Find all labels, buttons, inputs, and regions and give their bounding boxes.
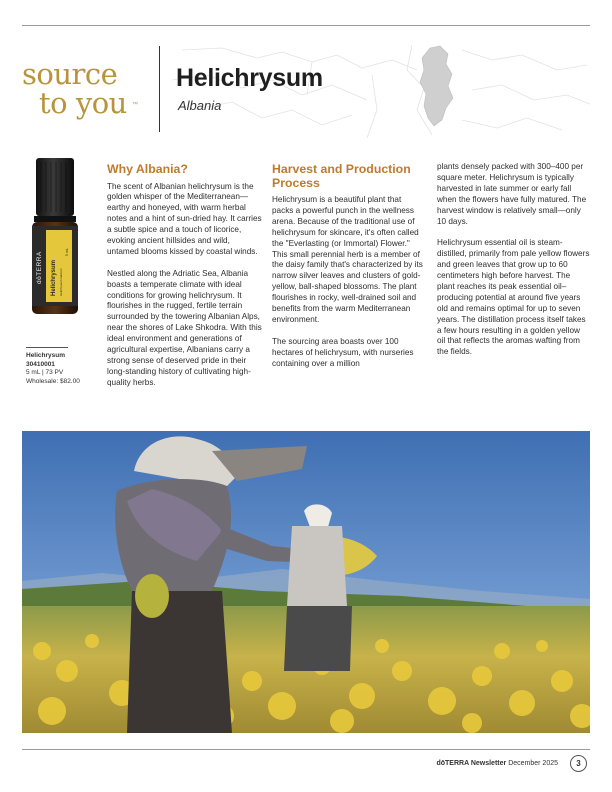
paragraph: Helichrysum essential oil is steam-distilled, primarily from pale yellow flowers and green leaves that grow up to 60 centimeters high before harvest. The plant reaches its peak essential oil–producing potential at around five years old and remains optimal for up to seven years. The distillation process itself takes a few hours resulting in a golden yellow oil that reflects the aromas wafting from the fields. [437,238,590,357]
harvest-field-photo [22,431,590,733]
product-info [26,352,106,386]
column-continued [437,162,590,369]
product-name: Helichrysum [26,352,66,359]
column-harvest-production [272,163,424,380]
page-number: 3 [570,755,587,772]
top-rule [22,25,590,26]
paragraph: The scent of Albanian helichrysum is the golden whisper of the Mediterranean—earthy and honeyed, with warm herbal notes and a hint of sun-dried hay. It carries a subtle spice and a touch of licorice, evoking ancient hillsides and wild, untamed blooms kissed by coastal winds. [107,181,262,256]
bottle-size-text: 5 mL [65,248,69,256]
heading-harvest-production: Harvest and Production Process [272,162,411,190]
paragraph: plants densely packed with 300–400 per square meter. Helichrysum is typically harvested in late summer or early fall when the flowers have fully matured. The harvest window is relatively small—only 10 days. [437,162,587,226]
product-wholesale-price: Wholesale: $82.00 [26,377,80,385]
logo-text-to-you: to you [39,86,127,120]
page-header [22,40,590,140]
source-to-you-logo [22,58,147,128]
logo-text-source: source [22,57,118,91]
page-title: Helichrysum [176,64,323,92]
footer-brand: dōTERRA Newsletter [436,760,507,767]
heading-why-albania: Why Albania? [107,162,188,176]
header-divider [159,46,160,132]
product-size-pv: 5 mL | 73 PV [26,369,64,376]
page-subtitle: Albania [178,98,222,113]
page-footer [350,760,558,767]
bottom-rule [22,749,590,750]
column-why-albania [107,163,262,400]
bottle-label-name: Helichrysum [51,259,57,296]
logo-trademark: ™ [132,102,138,108]
bottle-label-latin: Helichrysum italicum [59,268,63,296]
paragraph: The sourcing area boasts over 100 hectares of helichrysum, with nurseries containing over a million [272,336,414,368]
product-info-rule [26,347,68,348]
paragraph: Nestled along the Adriatic Sea, Albania boasts a temperate climate with ideal conditions for growing helichrysum. It flourishes in the rugged, fertile terrain surrounded by the towering Albanian Alps, near the shores of Lake Shkodra. With this ideal environment and generations of agricultural expertise, Albanians carry a strong sense of deserved pride in their long-standing history of cultivating high-quality herbs. [107,268,262,387]
footer-date: December 2025 [508,760,558,767]
helichrysum-bottle-image [26,156,84,316]
albania-map-shape [420,46,453,126]
worker-background [284,504,352,671]
product-sku: 30410001 [26,360,55,368]
bottle-brand-text: dōTERRA [36,251,43,284]
paragraph: Helichrysum is a beautiful plant that packs a powerful punch in the wellness arena. Because of the traditional use of helichrysum for skincare, it's often called the "Everlasting (or Immortal) Flower." This small perennial herb is a member of the daisy family that's characterized by its narrow silver leaves and clusters of gold-yellow, ball-shaped blossoms. The plant flourishes in rocky, well-drained soil and benefits from the warm Mediterranean environment. [272,195,423,324]
